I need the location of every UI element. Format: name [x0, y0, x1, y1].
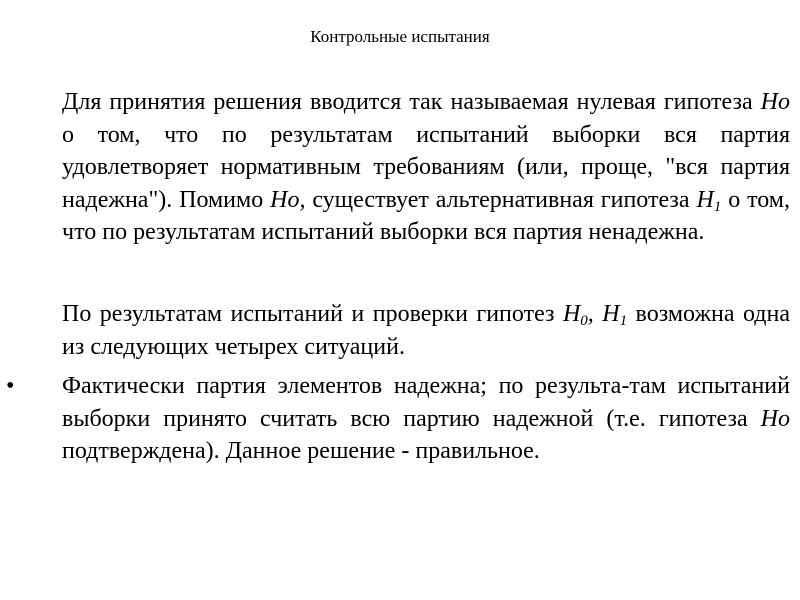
hypothesis-h0: Ho	[760, 405, 790, 432]
text-segment: Для принятия решения вводится так называемая нулевая гипотеза	[62, 89, 761, 115]
hypothesis-h0	[563, 301, 602, 327]
hypothesis-subscript: 1	[713, 198, 722, 215]
text-segment: о том, что по результатам испытаний выборки вся партия ненадежна.	[62, 186, 790, 245]
hypothesis-letter: H	[562, 301, 581, 327]
text-segment: существует альтернативная гипотеза	[305, 186, 697, 213]
page-title: Контрольные испытания	[310, 27, 490, 46]
hypothesis-h0: Ho	[760, 89, 790, 115]
hypothesis-h0: Ho,	[270, 186, 306, 213]
text-segment: По результатам испытаний и проверки гипотез	[62, 301, 563, 327]
paragraph-null-hypothesis	[62, 86, 790, 249]
hypothesis-h1	[602, 301, 627, 327]
hypothesis-h1	[696, 187, 721, 213]
hypothesis-subscript: 1	[619, 313, 628, 329]
hypothesis-letter: H	[602, 301, 620, 327]
text-segment: возможна одна из следующих четырех ситуаций.	[62, 301, 790, 360]
hypothesis-letter: H	[696, 186, 714, 213]
separator: ,	[587, 301, 603, 327]
bullet-icon: •	[6, 373, 15, 399]
text-segment: Фактически партия элементов надежна; по результа-там испытаний выборки принято считать всю партию надежной (т.е. гипотеза	[62, 373, 790, 432]
text-segment: о том, что по результатам испытаний выборки вся партия удовлетворяет нормативным требованиям (или, проще, "вся партия надежна"). Помимо	[62, 121, 790, 213]
paragraph-situations-intro	[62, 298, 790, 363]
list-item	[62, 370, 790, 468]
text-segment: подтверждена). Данное решение - правильное.	[62, 438, 540, 464]
hypothesis-subscript: 0	[580, 313, 588, 329]
